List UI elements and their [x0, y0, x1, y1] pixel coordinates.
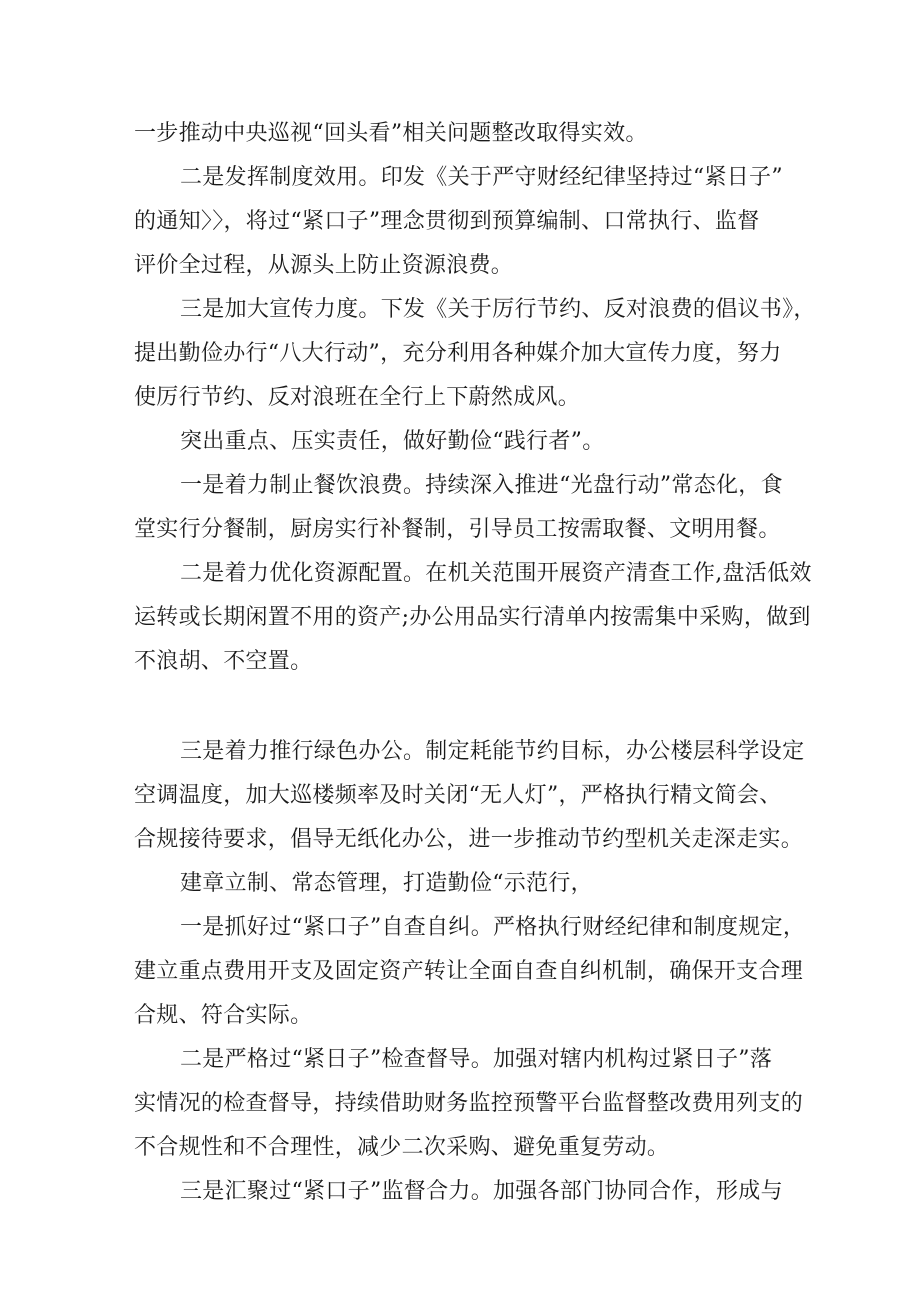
- text-line: 一步推动中央巡视“回头看”相关问题整改取得实效。: [134, 121, 648, 146]
- paragraph-start-line: 二是发挥制度效用。印发《关于严守财经纪律坚持过“紧日子”: [180, 165, 783, 190]
- text-line: 不浪胡、不空置。: [134, 649, 313, 674]
- text-line: 建立重点费用开支及固定资产转让全面自查自纠机制，确保开支合理: [134, 959, 804, 984]
- paragraph-start-line: 三是着力推行绿色办公。制定耗能节约目标，办公楼层科学设定: [180, 739, 805, 764]
- paragraph-start-line: 三是汇聚过“紧口子”监督合力。加强各部门协同合作，形成与: [180, 1179, 783, 1204]
- paragraph-start-line: 二是着力优化资源配置。在机关范围开展资产清查工作,盘活低效: [180, 561, 812, 586]
- paragraph-start-line: 二是严格过“紧日子”检查督导。加强对辖内机构过紧日子”落: [180, 1047, 773, 1072]
- text-line: 合规、符合实际。: [134, 1003, 313, 1028]
- text-line: 合规接待要求，倡导无纸化办公，进一步推动节约型机关走深走实。: [134, 827, 804, 852]
- text-line: 空调温度，加大巡楼频率及时关闭“无人灯”，严格执行精文简会、: [134, 783, 782, 808]
- text-line: 不合规性和不合理性，减少二次采购、避免重复劳动。: [134, 1135, 670, 1160]
- text-line: 评价全过程，从源头上防止资源浪费。: [134, 253, 514, 278]
- paragraph-start-line: 一是抓好过“紧口子”自查自纠。严格执行财经纪律和制度规定，: [180, 915, 806, 940]
- section-heading-line: 突出重点、压实责任，做好勤俭“践行者”。: [180, 429, 605, 454]
- paragraph-start-line: 三是加大宣传力度。下发《关于厉行节约、反对浪费的倡议书》，: [180, 297, 816, 322]
- paragraph-start-line: 一是着力制止餐饮浪费。持续深入推进“光盘行动”常态化，食: [180, 473, 783, 498]
- text-line: 堂实行分餐制，厨房实行补餐制，引导员工按需取餐、文明用餐。: [134, 517, 781, 542]
- text-line: 运转或长期闲置不用的资产;办公用品实行清单内按需集中采购，做到: [134, 605, 811, 630]
- section-heading-line: 建章立制、常态管理，打造勤俭“示范行，: [180, 871, 593, 896]
- text-line: 使厉行节约、反对浪班在全行上下蔚然成风。: [134, 385, 581, 410]
- paragraph-gap: [134, 684, 802, 730]
- text-line: 提出勤俭办行“八大行动”，充分利用各种媒介加大宣传力度，努力: [134, 341, 782, 366]
- text-line: 的通知〉〉，将过“紧口子”理念贯彻到预算编制、口常执行、监督: [134, 209, 760, 234]
- document-body: [134, 112, 816, 1214]
- text-line: 实情况的检查督导，持续借助财务监控预警平台监督整改费用列支的: [134, 1091, 804, 1116]
